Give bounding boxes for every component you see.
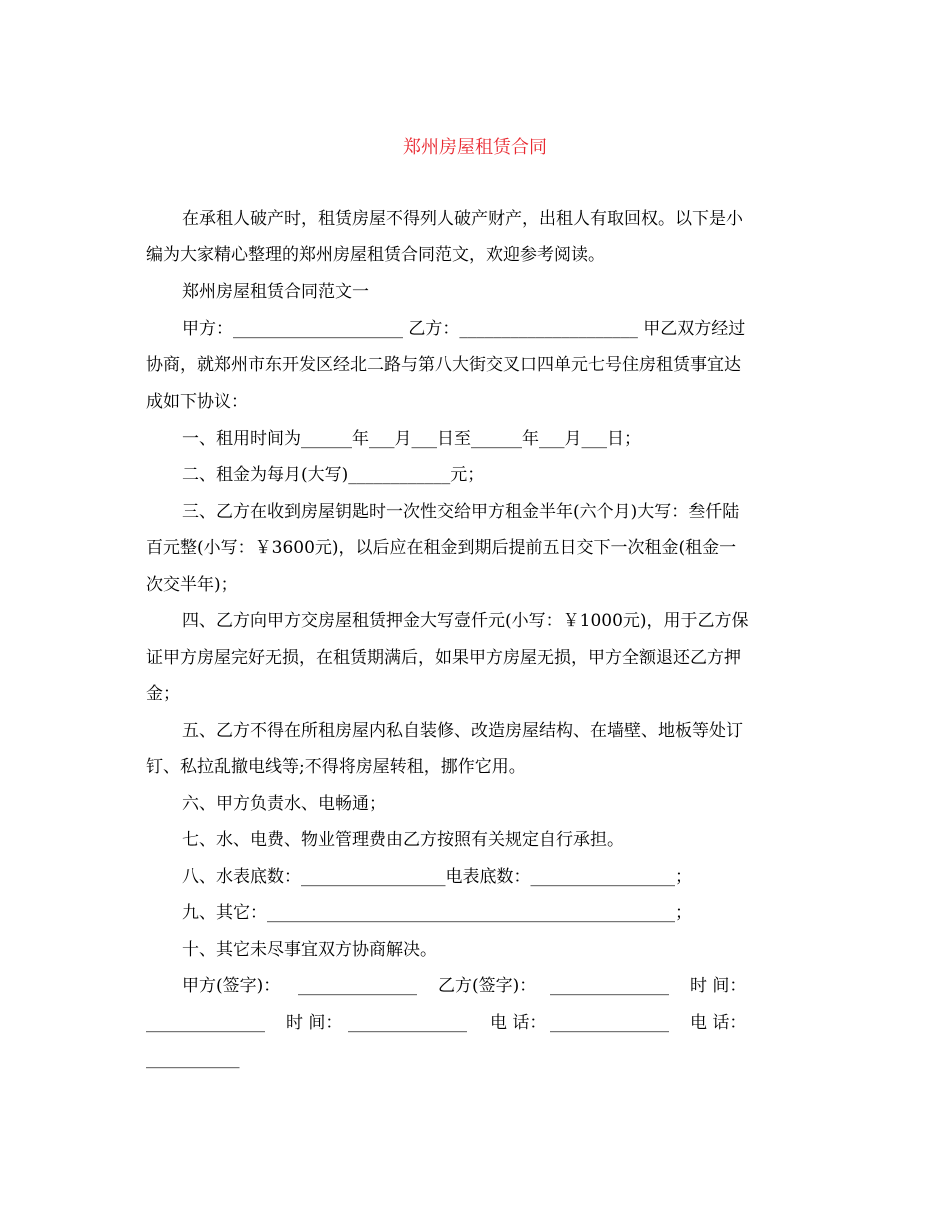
text-line: 协商，就郑州市东开发区经北二路与第八大街交叉口四单元七号住房租赁事宜达	[146, 355, 741, 375]
party-b-signature-label: 乙方(签字)：	[438, 976, 537, 996]
text-line: 七、水、电费、物业管理费由乙方按照有关规定自行承担。	[182, 830, 624, 850]
text-line: 十、其它未尽事宜双方协商解决。	[182, 940, 437, 960]
text-line: 编为大家精心整理的郑州房屋租赁合同范文，欢迎参考阅读。	[146, 245, 605, 265]
text-line: 六、甲方负责水、电畅通；	[182, 794, 386, 814]
text-line: 成如下协议：	[146, 392, 248, 412]
text-line: 二、租金为每月(大写)____________元；	[182, 465, 485, 485]
time-label: 时 间：	[286, 1013, 343, 1033]
phone-label: 电 话：	[690, 1013, 747, 1033]
text-line: 五、乙方不得在所租房屋内私自装修、改造房屋结构、在墙壁、地板等处订	[182, 721, 743, 741]
text-line: 百元整(小写：￥3600元)，以后应在租金到期后提前五日交下一次租金(租金一	[146, 538, 737, 558]
document-title: 郑州房屋租赁合同	[403, 137, 547, 158]
party-b-signature-blank: ______________	[550, 976, 669, 996]
text-line: 次交半年)；	[146, 575, 238, 595]
time-label: 时 间：	[690, 976, 747, 996]
phone-blank: ______________	[550, 1013, 669, 1033]
time-blank: ______________	[348, 1013, 467, 1033]
text-line: 四、乙方向甲方交房屋租赁押金大写壹仟元(小写：￥1000元)，用于乙方保	[182, 611, 749, 631]
text-line: 九、其它：________________________________________________；	[182, 903, 692, 923]
phone-blank: ___________	[146, 1049, 240, 1069]
text-line: 钉、私拉乱撤电线等;不得将房屋转租，挪作它用。	[146, 757, 526, 777]
text-line: 在承租人破产时，租赁房屋不得列人破产财产，出租人有取回权。以下是小	[182, 209, 743, 229]
phone-label: 电 话：	[490, 1013, 547, 1033]
text-line: 证甲方房屋完好无损，在租赁期满后，如果甲方房屋无损，甲方全额退还乙方押	[146, 648, 741, 668]
text-line: 一、租用时间为______年___月___日至______年___月___日；	[182, 429, 641, 449]
party-a-signature-blank: ______________	[298, 976, 417, 996]
text-line: 郑州房屋租赁合同范文一	[182, 282, 369, 302]
text-line: 八、水表底数：_________________电表底数：_________________；	[182, 867, 692, 887]
text-line: 甲方：____________________ 乙方：_____________________ 甲乙双方经过	[182, 319, 746, 339]
text-line: 金；	[146, 684, 180, 704]
text-line: 三、乙方在收到房屋钥匙时一次性交给甲方租金半年(六个月)大写：叁仟陆	[182, 502, 740, 522]
time-blank: ______________	[146, 1013, 265, 1033]
party-a-signature-label: 甲方(签字)：	[182, 976, 281, 996]
